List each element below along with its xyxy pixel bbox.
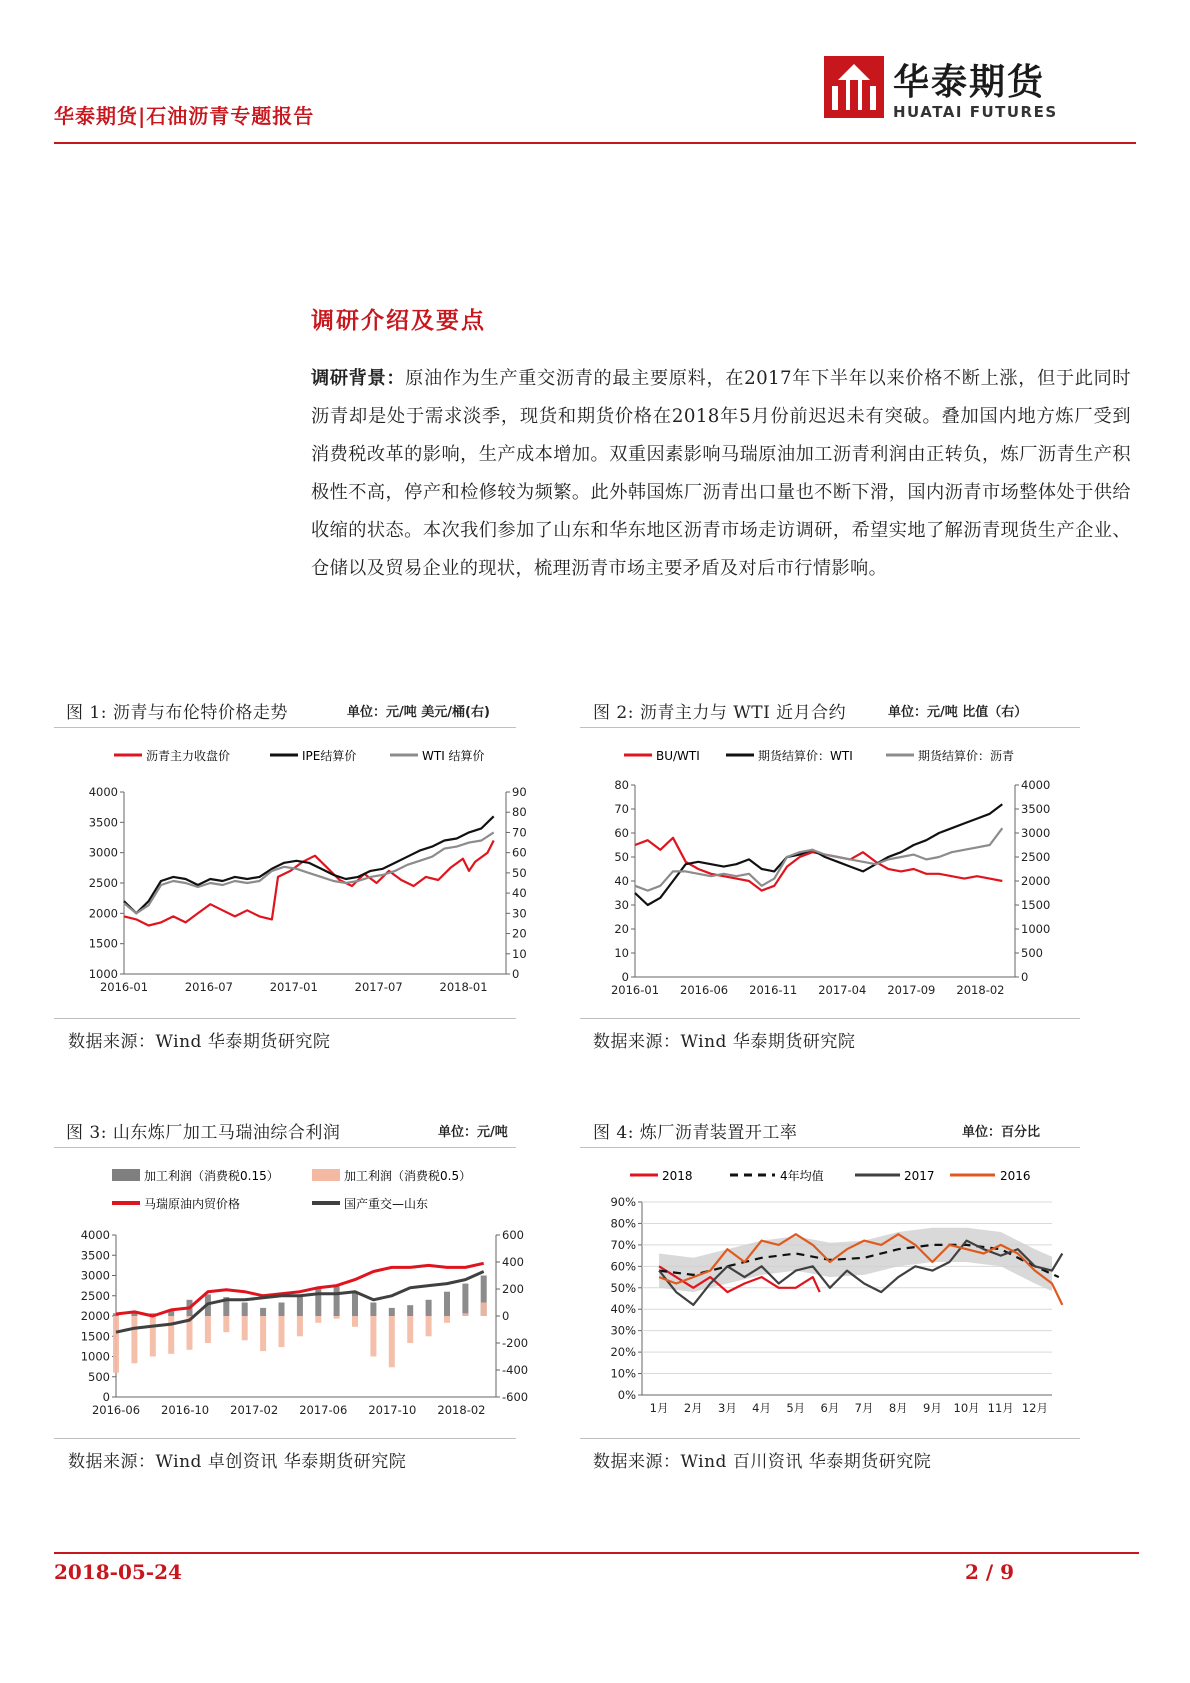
- x-tick-label: 3月: [718, 1401, 737, 1415]
- y-tick-label: 40%: [610, 1302, 636, 1317]
- x-tick-label: 9月: [923, 1401, 942, 1415]
- x-tick-label: 2017-02: [230, 1403, 279, 1417]
- figure-1-top-rule: [54, 727, 516, 728]
- figure-4-source: 数据来源：Wind 百川资讯 华泰期货研究院: [593, 1452, 932, 1472]
- intro-body: 原油作为生产重交沥青的最主要原料，在2017年下半年以来价格不断上涨，但于此同时沥青却是处于需求淡季，现货和期货价格在2018年5月份前迟迟未有突破。叠加国内地方炼厂受到消费税改革的影响，生产成本增加。双重因素影响马瑞原油加工沥青利润由正转负，炼厂沥青生产积极性不高，停产和检修较为频繁。此外韩国炼厂沥青出口量也不断下滑，国内沥青市场整体处于供给收缩的状态。本次我们参加了山东和华东地区沥青市场走访调研，希望实地了解沥青现货生产企业、仓储以及贸易企业的现状，梳理沥青市场主要矛盾及对后市行情影响。: [311, 368, 1131, 579]
- y-tick-label: 1500: [88, 936, 118, 951]
- figure-1-title: 图 1: 沥青与布伦特价格走势: [66, 703, 288, 723]
- y2-tick-label: -400: [502, 1363, 529, 1377]
- bar-profit-0-5: [279, 1316, 285, 1347]
- bar-profit-0-15: [444, 1292, 450, 1316]
- intro-paragraph: [311, 360, 1131, 588]
- footer-date: 2018-05-24: [54, 1560, 182, 1584]
- report-title: 华泰期货|石油沥青专题报告: [54, 104, 315, 128]
- y-tick-label: 50%: [610, 1280, 636, 1295]
- bar-profit-0-5: [481, 1303, 487, 1317]
- y2-tick-label: 0: [1021, 970, 1029, 984]
- bar-profit-0-5: [150, 1316, 156, 1357]
- y-tick-label: 3000: [80, 1268, 110, 1283]
- y-tick-label: 20: [614, 922, 629, 936]
- x-tick-label: 2月: [683, 1401, 703, 1415]
- page-number: 2 / 9: [965, 1560, 1015, 1584]
- y-tick-label: 3500: [80, 1248, 110, 1263]
- figure-1-bottom-rule: [54, 1018, 516, 1019]
- logo-text-cn: 华泰期货: [893, 62, 1046, 103]
- bar-profit-0-5: [334, 1316, 340, 1319]
- y-tick-label: 20%: [610, 1345, 636, 1360]
- bar-profit-0-15: [334, 1286, 340, 1316]
- legend-label: 期货结算价：沥青: [918, 749, 1015, 763]
- bar-profit-0-15: [389, 1308, 395, 1316]
- x-tick-label: 2016-07: [184, 980, 233, 994]
- x-tick-label: 4月: [752, 1401, 771, 1415]
- y2-tick-label: 400: [502, 1255, 524, 1269]
- chart-2-legend: [624, 748, 1014, 763]
- x-tick-label: 7月: [854, 1401, 874, 1415]
- y2-tick-label: 60: [512, 845, 527, 860]
- bar-profit-0-15: [407, 1305, 413, 1316]
- bar-profit-0-15: [352, 1292, 358, 1316]
- y-tick-label: 40: [614, 874, 629, 888]
- y2-tick-label: 4000: [1021, 778, 1051, 792]
- bar-profit-0-5: [352, 1316, 358, 1327]
- lead-label: 调研背景：: [311, 368, 406, 389]
- x-tick-label: 2017-09: [887, 983, 936, 997]
- bar-profit-0-15: [370, 1303, 376, 1317]
- y2-tick-label: 1000: [1021, 922, 1051, 936]
- y-tick-label: 2000: [88, 906, 118, 921]
- figure-3-unit: 单位：元/吨: [438, 1125, 508, 1140]
- x-tick-label: 2017-06: [299, 1403, 348, 1417]
- bar-profit-0-15: [462, 1284, 468, 1316]
- x-tick-label: 2017-01: [269, 980, 318, 994]
- x-tick-label: 2018-02: [437, 1403, 486, 1417]
- y-tick-label: 4000: [88, 785, 118, 799]
- x-tick-label: 2016-10: [161, 1403, 210, 1417]
- bar-profit-0-5: [205, 1316, 211, 1343]
- x-tick-label: 2016-11: [749, 983, 798, 997]
- y2-tick-label: 500: [1021, 946, 1043, 960]
- y2-tick-label: 40: [512, 886, 527, 901]
- series-line-3: [635, 828, 1002, 890]
- bar-profit-0-5: [407, 1316, 413, 1343]
- legend-label: 2018: [662, 1169, 693, 1183]
- y-tick-label: 2500: [80, 1288, 110, 1303]
- y-tick-label: 1000: [88, 967, 118, 981]
- chart-4-legend: [630, 1168, 1031, 1183]
- x-tick-label: 2016-01: [99, 980, 149, 994]
- chart-1-legend: [114, 748, 485, 763]
- y-tick-label: 500: [88, 1369, 110, 1384]
- bar-profit-0-5: [242, 1316, 248, 1340]
- y2-tick-label: 2500: [1021, 850, 1051, 864]
- y-tick-label: 2000: [80, 1309, 110, 1323]
- x-tick-label: 12月: [1021, 1401, 1048, 1415]
- huatai-logo-icon: [824, 56, 884, 118]
- figure-1-source: 数据来源：Wind 华泰期货研究院: [68, 1032, 331, 1052]
- y2-tick-label: 70: [512, 825, 527, 840]
- figure-4-chart: [580, 1150, 1080, 1435]
- y-tick-label: 70%: [610, 1237, 636, 1252]
- y2-tick-label: -200: [502, 1336, 529, 1350]
- figure-2-top-rule: [580, 727, 1080, 728]
- figure-3-bottom-rule: [54, 1438, 516, 1439]
- y2-tick-label: 1500: [1021, 898, 1051, 912]
- bar-profit-0-5: [315, 1316, 321, 1323]
- legend-label: 加工利润（消费税0.5）: [344, 1169, 472, 1183]
- y-tick-label: 70: [614, 802, 629, 816]
- x-tick-label: 2017-04: [818, 983, 867, 997]
- legend-label: 沥青主力收盘价: [146, 749, 231, 763]
- x-tick-label: 10月: [953, 1401, 980, 1415]
- x-tick-label: 5月: [786, 1401, 806, 1415]
- legend-label: 加工利润（消费税0.15）: [144, 1169, 279, 1183]
- x-tick-label: 2016-06: [680, 983, 729, 997]
- figure-2-chart: [580, 730, 1080, 1015]
- y-tick-label: 4000: [80, 1228, 110, 1242]
- bar-profit-0-5: [370, 1316, 376, 1357]
- figure-3-source: 数据来源：Wind 卓创资讯 华泰期货研究院: [68, 1452, 407, 1472]
- x-tick-label: 2016-01: [610, 983, 660, 997]
- figure-4-unit: 单位：百分比: [962, 1125, 1041, 1140]
- y2-tick-label: 3500: [1021, 802, 1051, 816]
- figure-2-source: 数据来源：Wind 华泰期货研究院: [593, 1032, 856, 1052]
- legend-swatch-2: [312, 1169, 340, 1181]
- legend-label: IPE结算价: [302, 749, 357, 763]
- y-tick-label: 10%: [610, 1366, 636, 1381]
- x-tick-label: 2017-07: [354, 980, 403, 994]
- x-tick-label: 11月: [987, 1401, 1014, 1415]
- y2-tick-label: 600: [502, 1228, 524, 1242]
- header-divider: [54, 142, 1136, 144]
- y2-tick-label: 80: [512, 805, 527, 820]
- legend-label: 2016: [1000, 1169, 1031, 1183]
- bar-profit-0-15: [297, 1296, 303, 1316]
- bar-profit-0-5: [297, 1316, 303, 1336]
- y2-tick-label: -600: [502, 1390, 529, 1404]
- y-tick-label: 60: [614, 826, 629, 840]
- x-tick-label: 2017-10: [368, 1403, 417, 1417]
- y-tick-label: 10: [614, 946, 629, 960]
- figure-4-top-rule: [580, 1147, 1080, 1148]
- figure-2-unit: 单位：元/吨 比值（右）: [888, 705, 1028, 720]
- y-tick-label: 0%: [617, 1388, 636, 1402]
- x-tick-label: 2016-06: [91, 1403, 141, 1417]
- legend-label: WTI 结算价: [422, 749, 485, 763]
- bar-profit-0-5: [462, 1313, 468, 1316]
- y-tick-label: 2500: [88, 876, 118, 890]
- legend-label: 期货结算价：WTI: [758, 749, 853, 763]
- section-title: 调研介绍及要点: [311, 308, 486, 334]
- y-tick-label: 80%: [610, 1216, 636, 1231]
- bar-profit-0-5: [131, 1316, 137, 1363]
- y-tick-label: 1500: [80, 1329, 110, 1344]
- bar-profit-0-5: [260, 1316, 266, 1351]
- y-tick-label: 30%: [610, 1323, 636, 1338]
- y2-tick-label: 200: [502, 1282, 524, 1296]
- bar-profit-0-5: [426, 1316, 432, 1336]
- y2-tick-label: 30: [512, 906, 527, 921]
- bar-profit-0-5: [113, 1316, 119, 1373]
- figure-2-title: 图 2: 沥青主力与 WTI 近月合约: [593, 703, 847, 723]
- figure-1-chart: [54, 730, 527, 1015]
- bar-profit-0-5: [444, 1316, 450, 1323]
- y-tick-label: 1000: [80, 1349, 110, 1364]
- y-tick-label: 30: [614, 898, 629, 912]
- y-tick-label: 90%: [610, 1195, 636, 1209]
- figure-3-chart: [54, 1150, 529, 1435]
- x-tick-label: 8月: [888, 1401, 908, 1415]
- y2-tick-label: 10: [512, 946, 527, 961]
- figure-1-unit: 单位：元/吨 美元/桶(右): [347, 705, 490, 720]
- x-tick-label: 2018-02: [956, 983, 1005, 997]
- y2-tick-label: 2000: [1021, 874, 1051, 888]
- series-line-2: [124, 816, 494, 913]
- bar-profit-0-5: [168, 1316, 174, 1354]
- legend-label: 4年均值: [780, 1169, 824, 1183]
- x-tick-label: 2018-01: [439, 980, 488, 994]
- y2-tick-label: 3000: [1021, 826, 1051, 840]
- logo-text-en: HUATAI FUTURES: [893, 103, 1058, 121]
- figure-3-title: 图 3: 山东炼厂加工马瑞油综合利润: [66, 1123, 341, 1143]
- bar-profit-0-15: [279, 1303, 285, 1317]
- figure-4-bottom-rule: [580, 1438, 1080, 1439]
- legend-label: 马瑞原油内贸价格: [144, 1197, 241, 1211]
- y2-tick-label: 90: [512, 785, 527, 799]
- bar-profit-0-15: [242, 1303, 248, 1317]
- bar-profit-0-5: [389, 1316, 395, 1367]
- bar-profit-0-5: [223, 1316, 229, 1332]
- y-tick-label: 50: [614, 850, 629, 864]
- legend-label: 2017: [904, 1169, 935, 1183]
- bar-profit-0-15: [260, 1308, 266, 1316]
- y2-tick-label: 0: [502, 1309, 510, 1323]
- chart-3-legend: [112, 1168, 471, 1211]
- figure-4-title: 图 4: 炼厂沥青装置开工率: [593, 1123, 798, 1143]
- figure-2-bottom-rule: [580, 1018, 1080, 1019]
- x-tick-label: 6月: [820, 1401, 840, 1415]
- bar-profit-0-15: [426, 1300, 432, 1316]
- y-tick-label: 60%: [610, 1259, 636, 1274]
- legend-label: 国产重交—山东: [344, 1197, 429, 1211]
- y2-tick-label: 0: [512, 967, 520, 981]
- figure-3-top-rule: [54, 1147, 516, 1148]
- legend-swatch-1: [112, 1169, 140, 1181]
- y-tick-label: 0: [621, 970, 629, 984]
- y2-tick-label: 20: [512, 926, 527, 941]
- y2-tick-label: 50: [512, 865, 527, 880]
- x-tick-label: 1月: [649, 1401, 669, 1415]
- y-tick-label: 0: [102, 1390, 110, 1404]
- legend-label: BU/WTI: [656, 749, 700, 763]
- y-tick-label: 3000: [88, 845, 118, 860]
- y-tick-label: 3500: [88, 815, 118, 830]
- footer-divider: [54, 1552, 1139, 1554]
- y-tick-label: 80: [614, 778, 629, 792]
